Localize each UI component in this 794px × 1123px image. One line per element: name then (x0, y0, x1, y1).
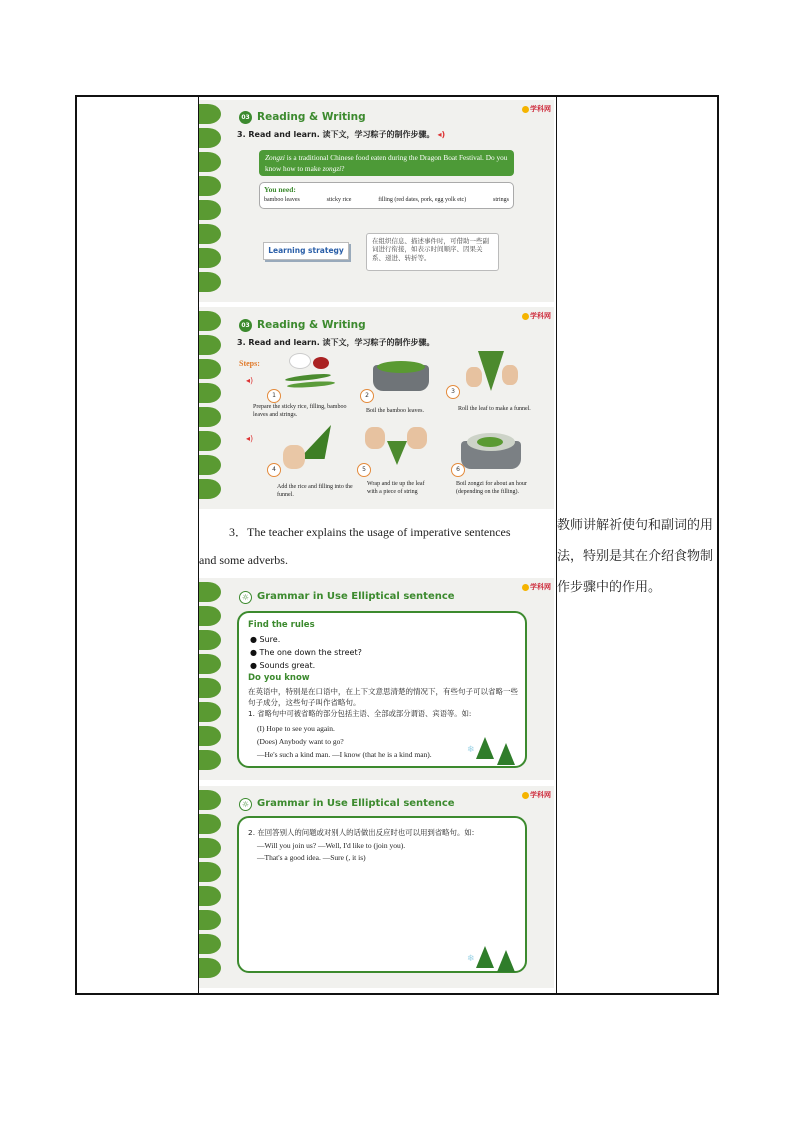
step-text: Add the rice and filling into the funnel. (277, 484, 353, 499)
speaker-icon[interactable]: ◂) (437, 130, 446, 139)
find-rules-heading: Find the rules (248, 620, 315, 630)
task-heading: 3. Read and learn. 读下文，学习粽子的制作步骤。 (237, 338, 435, 347)
grammar-box (237, 611, 527, 768)
leaf-border (199, 578, 223, 780)
tree-icon (476, 946, 494, 968)
task-heading: 3. Read and learn. 读下文，学习粽子的制作步骤。 ◂) (237, 130, 446, 139)
step-text: Wrap and tie up the leaf with a piece of string (367, 481, 425, 496)
step-number: 4 (267, 463, 281, 477)
boiling-zongzi-photo (457, 425, 527, 473)
leaf-border (199, 100, 223, 302)
tree-icon (497, 950, 515, 972)
explanation-text: 在英语中，特别是在口语中，在上下文意思清楚的情况下，有些句子可以省略一些句子成分，这些句子叫作省略句。 (248, 687, 518, 707)
step-number: 6 (451, 463, 465, 477)
ingredient: sticky rice (326, 197, 352, 203)
ingredient: filling (red dates, pork, egg yolk etc) (378, 197, 467, 203)
point-text: 2. 在回答别人的问题或对别人的话做出反应时也可以用到省略句。如: (248, 828, 475, 837)
step-text: Boil the bamboo leaves. (366, 408, 424, 414)
logo: 学科网 (522, 311, 551, 321)
ingredients-box (259, 182, 514, 209)
slide-title: Grammar in Use Elliptical sentence (257, 798, 455, 809)
intro-box: Zongzi is a traditional Chinese food eaten during the Dragon Boat Festival. Do you know how to make zongzi? (259, 150, 514, 176)
logo: 学科网 (522, 104, 551, 114)
step-text: Boil zongzi for about an hour (depending on the filling). (456, 481, 527, 496)
step-number: 5 (357, 463, 371, 477)
section-title: Reading & Writing (257, 111, 366, 123)
steps-label: Steps: (239, 359, 260, 368)
snowflake-icon: ☼ (239, 591, 252, 604)
ingredients-label: You need: (264, 185, 296, 194)
point-text: 1. 省略句中可被省略的部分包括主语、全部或部分谓语、宾语等。如: (248, 709, 472, 718)
ingredient: strings (492, 197, 509, 203)
snowflake-icon: ❄ (467, 745, 475, 755)
slide-reading-writing-2 (199, 307, 554, 509)
body-paragraph-line: and some adverbs. (199, 553, 288, 567)
leaf-border (199, 307, 223, 509)
step-text: Roll the leaf to make a funnel. (458, 406, 531, 412)
examples: (I) Hope to see you again. (Does) Anybody want to go? —He's such a kind man. —I know (that he is a kind man). (257, 724, 432, 759)
learning-strategy-button[interactable]: Learning strategy (263, 242, 349, 260)
rolling-leaf-photo (462, 347, 522, 393)
boiling-pot-photo (367, 351, 435, 393)
teacher-note: 教师讲解祈使句和副词的用法，特别是其在介绍食物制作步骤中的作用。 (557, 518, 714, 595)
step-number: 1 (267, 389, 281, 403)
logo: 学科网 (522, 790, 551, 800)
leaf-border (199, 786, 223, 988)
grammar-box (237, 816, 527, 973)
slide-grammar-2 (199, 786, 554, 988)
step-number: 3 (446, 385, 460, 399)
speaker-icon[interactable]: ◂) (246, 376, 254, 385)
slide-title: Grammar in Use Elliptical sentence (257, 591, 455, 602)
adding-rice-photo (281, 423, 339, 473)
step-text: Prepare the sticky rice, filling, bamboo leaves and strings. (253, 404, 347, 419)
wrapping-photo (363, 423, 429, 473)
rule-list (250, 633, 362, 672)
rule-item: ● Sure. (250, 635, 281, 644)
ingredients-photo (281, 351, 339, 393)
section-title: Reading & Writing (257, 319, 366, 331)
slide-grammar-1 (199, 578, 554, 780)
tree-icon (476, 737, 494, 759)
tree-icon (497, 743, 515, 765)
slide-reading-writing-1 (199, 100, 554, 302)
examples: —Will you join us? —Well, I'd like to (join you). —That's a good idea. —Sure (, it is) (257, 841, 406, 862)
speaker-icon[interactable]: ◂) (246, 434, 254, 443)
section-number: 03 (239, 111, 252, 124)
rule-item: ● The one down the street? (250, 648, 362, 657)
logo: 学科网 (522, 582, 551, 592)
rule-item: ● Sounds great. (250, 661, 316, 670)
ingredient: bamboo leaves (264, 197, 300, 203)
do-you-know-heading: Do you know (248, 673, 310, 683)
snowflake-icon: ☼ (239, 798, 252, 811)
strategy-note: 在组织信息、描述事件时，可借助一些副词进行衔接，如表示时间顺序、因果关系、递进、转折等。 (366, 233, 499, 271)
snowflake-icon: ❄ (467, 954, 475, 964)
body-paragraph-line: 3．The teacher explains the usage of imperative sentences (229, 525, 511, 539)
section-number: 03 (239, 319, 252, 332)
step-number: 2 (360, 389, 374, 403)
